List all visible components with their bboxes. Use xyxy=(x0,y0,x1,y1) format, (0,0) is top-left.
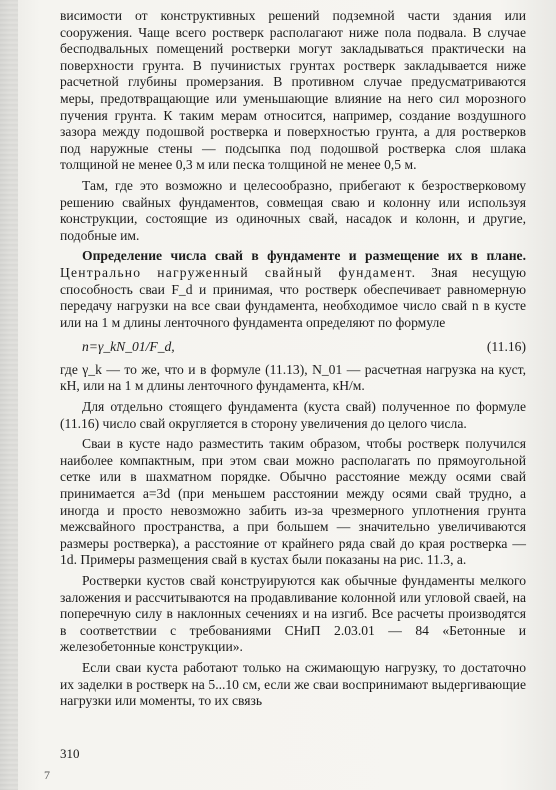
margin-mark: 7 xyxy=(44,768,50,782)
section-text: Зная несущую способность сваи F_d и принимая, что ростверк обеспечивает равномерную передачу нагрузки на все сваи фундамента, необходимое число свай n в кусте или на 1 м длины ленточного фундамента определяют по формуле xyxy=(60,264,526,330)
paragraph-3: Для отдельно стоящего фундамента (куста свай) полученное по формуле (11.16) число свай округляется в сторону увеличения до целого числа. xyxy=(60,399,526,431)
section-paragraph xyxy=(60,248,526,331)
paragraph-2: Там, где это возможно и целесообразно, прибегают к безростверковому решению свайных фундаментов, совмещая сваю и колонну или используя конструкции, состоящие из одиночных свай, насадок и колонн, и другие, подобные им. xyxy=(60,177,526,243)
formula-explanation: где γ_k — то же, что и в формуле (11.13), N_01 — расчетная нагрузка на куст, кН, или на 1 м длины ленточного фундамента, кН/м. xyxy=(60,361,526,394)
body-text xyxy=(60,8,526,710)
formula-expression: n=γ_kN_01/F_d, xyxy=(82,339,175,355)
section-subheading: Центрально нагруженный свайный фундамент. xyxy=(60,264,417,280)
page-number: 310 xyxy=(60,746,80,761)
formula-line xyxy=(82,339,526,356)
paragraph-4: Сваи в кусте надо разместить таким образом, чтобы ростверк получился наиболее компактным, при этом сваи можно располагать по прямоугольной сетке или в шахматном порядке. Обычно расстояние между осями свай принимается a=3d (при меньшем расстоянии между осями свай трудно, а иногда и просто невозможно забить из-за чрезмерного уплотнения грунта межсвайного пространства, а при большем — значительно увеличиваются размеры ростверка), а расстояние от крайнего ряда свай до края ростверка — 1d. Примеры размещения свай в кустах были показаны на рис. 11.3, а. xyxy=(60,436,526,568)
paragraph-1: висимости от конструктивных решений подземной части здания или сооружения. Чаще всего ростверк располагают ниже пола подвала. В случае бесподвальных помещений ростверки могут закладываться практически на поверхности грунта. В пучинистых грунтах ростверк закладывается ниже расчетной глубины промерзания. В противном случае предусматриваются меры, предотвращающие или уменьшающие влияние на него сил морозного пучения грунта. К таким мерам относится, например, создание воздушного зазора между подошвой ростверка и поверхностью грунта, а для ростверков под наружные стены — подсыпка под подошвой ростверка слоя шлака толщиной не менее 0,3 м или песка толщиной не менее 0,5 м. xyxy=(60,8,526,173)
formula-number: (11.16) xyxy=(486,339,526,355)
binding-gutter xyxy=(0,0,18,790)
section-heading: Определение числа свай в фундаменте и размещение их в плане. xyxy=(82,248,526,264)
paragraph-5: Ростверки кустов свай конструируются как обычные фундаменты мелкого заложения и рассчитываются на продавливание колонной или угловой сваей, на поперечную силу в наклонных сечениях и на изгиб. Все расчеты производятся в соответствии с требованиями СНиП 2.03.01 — 84 «Бетонные и железобетонные конструкции». xyxy=(60,573,526,655)
paragraph-6: Если сваи куста работают только на сжимающую нагрузку, то достаточно их заделки в ростверк на 5...10 см, если же сваи воспринимают выдергивающие нагрузки или моменты, то их связь xyxy=(60,659,526,709)
